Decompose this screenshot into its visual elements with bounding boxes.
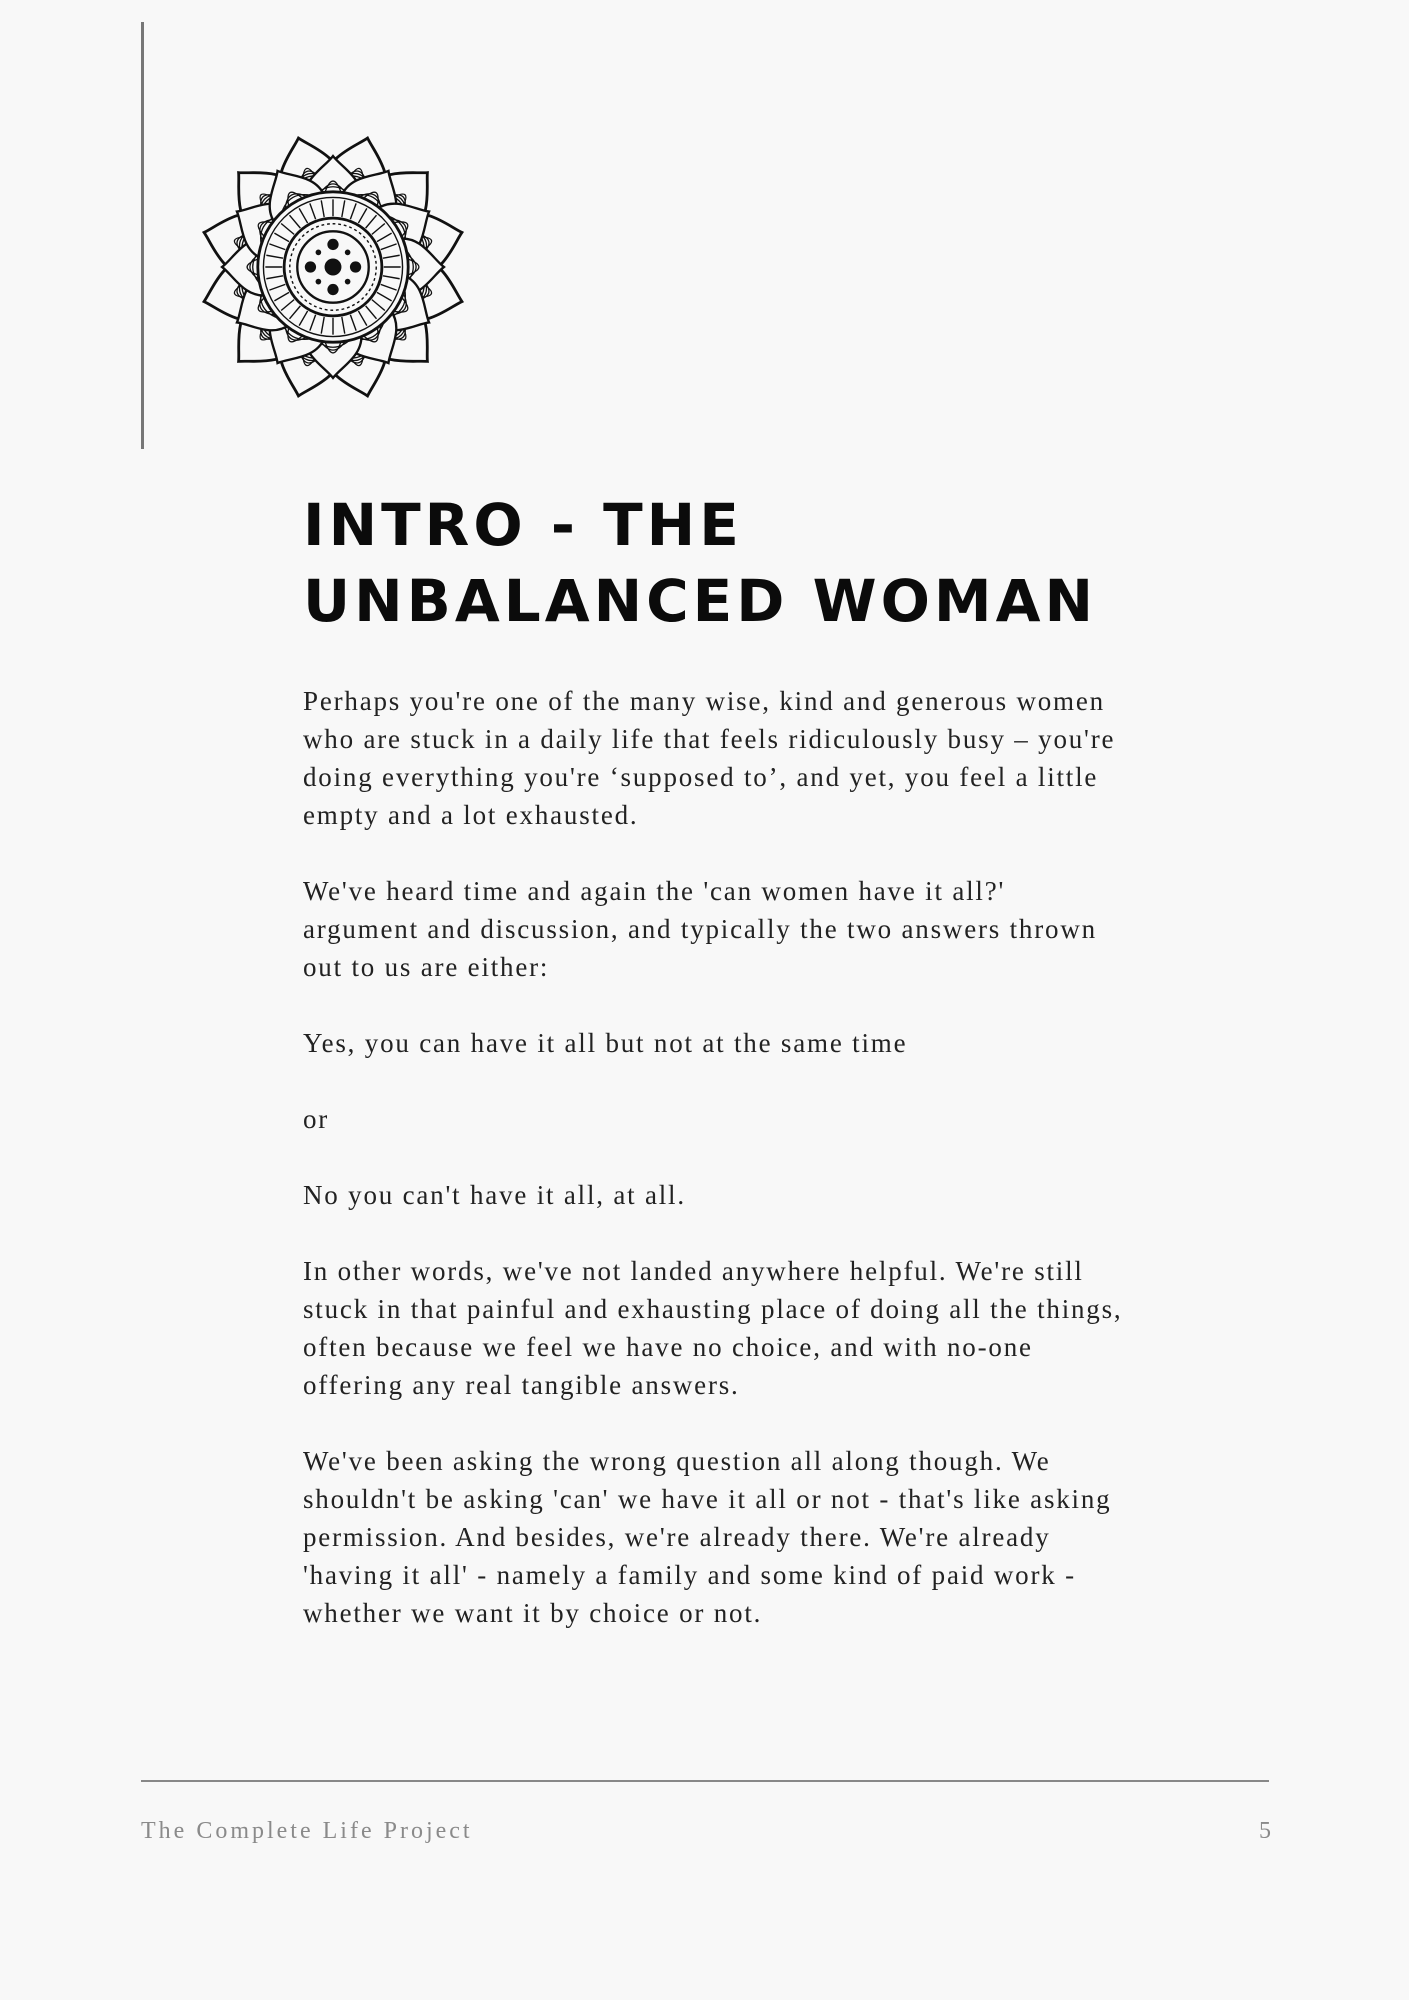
paragraph: No you can't have it all, at all. xyxy=(303,1180,686,1210)
paragraph: We've been asking the wrong question all along though. We shouldn't be asking 'can' we have it all or not - that's like asking permission. And besides, we're already there. We're already 'having it all' - namely a family and some kind of paid work - whether we want it by choice or not. xyxy=(303,1446,1112,1628)
paragraph: In other words, we've not landed anywhere helpful. We're still stuck in that painful and exhausting place of doing all the things, often because we feel we have no choice, and with no-one offering any real tangible answers. xyxy=(303,1256,1123,1400)
page-number: 5 xyxy=(1259,1818,1271,1844)
page-title xyxy=(303,487,1203,639)
title-line-1: INTRO - THE xyxy=(303,491,743,559)
mandala-icon xyxy=(192,126,474,408)
paragraph: or xyxy=(303,1104,330,1134)
paragraph: We've heard time and again the 'can women have it all?' argument and discussion, and typically the two answers thrown out to us are either: xyxy=(303,876,1097,982)
paragraph: Perhaps you're one of the many wise, kind and generous women who are stuck in a daily life that feels ridiculously busy – you're doing everything you're ‘supposed to’, and yet, you feel a little empty and a lot exhausted. xyxy=(303,686,1116,830)
footer-divider xyxy=(141,1780,1269,1782)
title-line-2: UNBALANCED WOMAN xyxy=(303,567,1098,635)
paragraph: Yes, you can have it all but not at the same time xyxy=(303,1028,908,1058)
vertical-accent-rule xyxy=(141,22,144,449)
body-text xyxy=(303,682,1123,1670)
footer-project-name: The Complete Life Project xyxy=(141,1818,473,1844)
